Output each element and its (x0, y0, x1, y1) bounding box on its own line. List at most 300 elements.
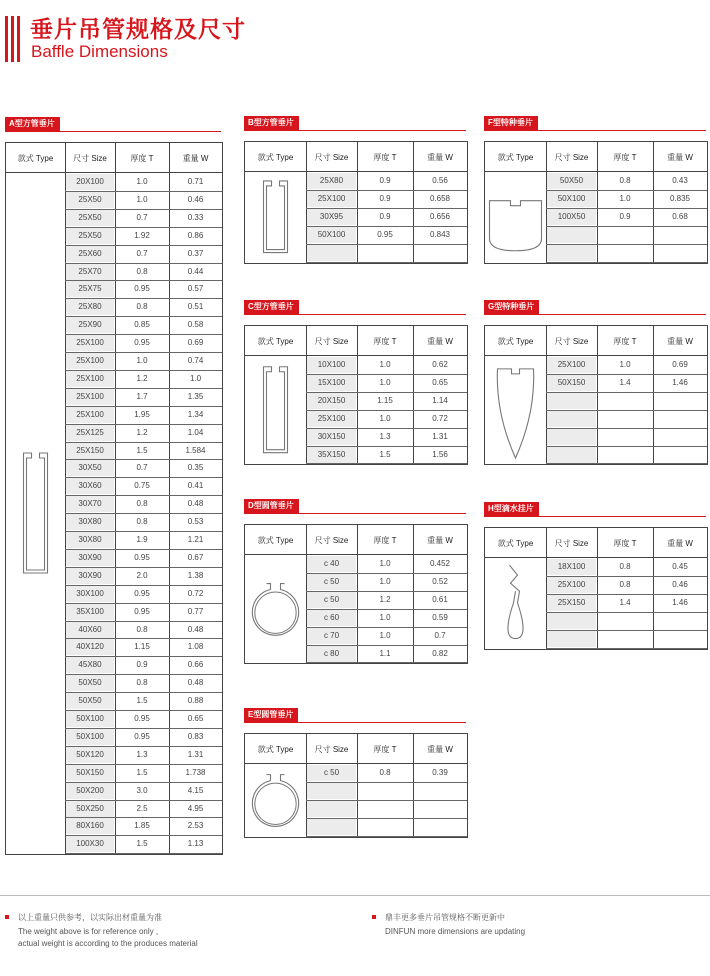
cell-weight: 1.46 (672, 597, 688, 607)
cell-thick (358, 819, 412, 835)
table-row (65, 550, 222, 566)
cell-size: 50X100 (66, 729, 114, 745)
col-header-weight: 重量 W (667, 336, 693, 346)
cell-size: 30X60 (66, 478, 114, 494)
col-header-size: 尺寸 Size (554, 538, 589, 548)
footer-note-cn: 以上重量只供参考，以实际出材重量为准 (18, 913, 162, 922)
cell-weight: 1.738 (185, 767, 206, 777)
cell-weight: 0.72 (187, 588, 204, 598)
cell-size: 25X150 (547, 595, 596, 611)
cell-thick: 1.3 (136, 749, 148, 759)
cell-weight: 0.65 (432, 377, 448, 387)
cell-weight: 0.41 (187, 481, 204, 491)
col-header-type: 款式 Type (497, 336, 534, 346)
cell-thick: 0.9 (619, 211, 631, 221)
cell-thick: 1.5 (136, 445, 148, 455)
cell-thick: 2.0 (136, 570, 148, 580)
cell-thick (598, 245, 652, 261)
table-row (65, 317, 222, 333)
footer-note-en-2: actual weight is according to the produces material (18, 939, 198, 948)
cell-thick: 0.7 (136, 248, 148, 258)
table-row (306, 574, 467, 590)
row-divider (546, 463, 707, 464)
cell-size: 25X50 (66, 210, 114, 226)
cell-thick: 1.5 (136, 696, 148, 706)
table-row (65, 818, 222, 834)
cell-weight: 0.53 (187, 517, 204, 527)
cell-thick (358, 245, 412, 261)
cell-size (547, 411, 596, 427)
section-label-a: A型方管垂片 (5, 117, 60, 131)
cell-weight: 2.53 (187, 821, 204, 831)
cell-thick: 1.0 (379, 576, 391, 586)
cell-size: 25X75 (66, 281, 114, 297)
col-header-size: 尺寸 Size (554, 336, 589, 346)
cell-thick (598, 429, 652, 445)
cell-size: 18X100 (547, 559, 596, 575)
cell-size (307, 783, 356, 799)
table-row (65, 210, 222, 226)
footer-update-en: DINFUN more dimensions are updating (385, 927, 526, 936)
cell-thick: 1.85 (134, 821, 150, 831)
cell-size: 10X100 (307, 357, 356, 373)
table-row (65, 639, 222, 655)
cell-weight: 0.65 (187, 714, 204, 723)
table-row (546, 245, 707, 261)
col-header-type: 款式 Type (497, 152, 534, 162)
cell-weight: 1.08 (187, 642, 204, 652)
cell-thick: 1.92 (134, 230, 150, 240)
table-row (306, 245, 467, 261)
cell-thick: 0.8 (136, 302, 148, 312)
table-header (485, 326, 707, 356)
cell-size: 50X250 (66, 801, 114, 817)
cell-size: 45X80 (66, 657, 114, 673)
table-row (546, 577, 707, 593)
cell-size (307, 245, 356, 261)
cell-weight: 0.56 (432, 176, 448, 185)
col-header-thick: 厚度 T (613, 336, 637, 346)
cell-size: 40X120 (66, 639, 114, 655)
cell-thick: 1.1 (379, 648, 391, 658)
table-row (65, 246, 222, 262)
section-header-d (244, 499, 466, 514)
table-header (245, 142, 467, 172)
table-row (306, 610, 467, 626)
cell-weight: 0.72 (432, 413, 448, 423)
cell-thick: 1.7 (136, 391, 148, 401)
cell-weight: 1.0 (189, 373, 202, 383)
section-label-f: F型特种垂片 (484, 116, 538, 130)
cell-weight: 1.56 (432, 449, 448, 459)
cell-thick: 0.95 (134, 338, 150, 348)
cell-size: 15X100 (307, 375, 356, 391)
table-row (306, 393, 467, 409)
cell-thick: 1.2 (379, 594, 391, 604)
cell-weight: 0.46 (187, 194, 204, 204)
cell-weight: 0.74 (187, 356, 204, 365)
cell-thick (598, 447, 652, 463)
cell-weight: 0.48 (187, 499, 204, 509)
cell-weight: 4.95 (187, 803, 204, 813)
col-header-size: 尺寸 Size (73, 153, 107, 163)
table-row (546, 393, 707, 409)
cell-size (547, 429, 596, 445)
table-row (65, 192, 222, 208)
g-profile-profile-icon (485, 356, 546, 463)
cell-thick: 1.0 (379, 559, 391, 568)
cell-weight: 0.835 (669, 193, 691, 203)
cell-weight: 1.31 (187, 749, 204, 759)
spec-table-a (5, 142, 223, 855)
row-divider (306, 836, 467, 837)
cell-size: c 50 (307, 765, 356, 781)
cell-weight: 0.71 (187, 177, 204, 186)
cell-thick: 0.75 (134, 481, 150, 491)
cell-size: 30X80 (66, 532, 114, 548)
cell-weight (654, 393, 706, 409)
section-header-c (244, 300, 466, 315)
cell-size: c 40 (307, 556, 356, 572)
table-row (546, 357, 707, 373)
cell-weight (654, 613, 706, 629)
table-row (546, 429, 707, 445)
cell-weight: 0.67 (187, 552, 204, 562)
cell-size: 25X80 (66, 299, 114, 315)
header-accent-bar-1 (5, 16, 8, 62)
table-row (65, 407, 222, 423)
cell-size (307, 819, 356, 835)
table-row (306, 191, 467, 207)
cell-weight: 1.584 (185, 445, 206, 455)
cell-size: c 80 (307, 646, 356, 662)
cell-weight: 0.44 (187, 266, 204, 276)
cell-weight: 0.62 (432, 360, 448, 369)
table-row (306, 429, 467, 445)
cell-thick: 1.0 (136, 356, 148, 365)
table-row (65, 514, 222, 530)
cell-weight: 1.46 (672, 377, 688, 387)
cell-thick: 0.95 (134, 606, 150, 616)
cell-thick: 0.95 (134, 552, 150, 562)
cell-thick: 0.9 (379, 193, 391, 203)
table-row (306, 592, 467, 608)
table-header (6, 143, 222, 173)
table-row (546, 631, 707, 647)
cell-thick: 0.95 (134, 731, 150, 741)
cell-weight: 0.68 (672, 211, 688, 221)
cell-thick: 1.15 (377, 395, 393, 405)
cell-thick: 1.0 (619, 360, 631, 369)
cell-thick (598, 411, 652, 427)
cell-weight: 1.35 (187, 391, 204, 401)
cell-thick (358, 801, 412, 817)
table-row (65, 675, 222, 691)
table-row (65, 765, 222, 781)
cell-thick: 1.9 (136, 535, 148, 544)
cell-size: 30X100 (66, 586, 114, 602)
table-row (306, 173, 467, 189)
cell-thick (598, 631, 652, 647)
footer-bullet-left (5, 915, 9, 919)
cell-size: 25X100 (547, 577, 596, 593)
cell-size: 25X100 (66, 335, 114, 351)
cell-size: 50X100 (66, 711, 114, 727)
table-row (306, 801, 467, 817)
cell-thick: 1.0 (379, 360, 391, 369)
cell-thick: 0.8 (619, 562, 631, 571)
table-row (546, 209, 707, 225)
cell-size: 25X100 (307, 411, 356, 427)
footer-update-cn: 鼎丰更多垂片吊管规格不断更新中 (385, 913, 505, 922)
spec-table-g (484, 325, 708, 465)
cell-weight: 0.43 (672, 176, 688, 185)
cell-thick: 3.0 (136, 785, 148, 795)
cell-size: 50X150 (547, 375, 596, 391)
cell-weight: 0.82 (432, 648, 448, 658)
cell-weight: 1.04 (187, 427, 204, 437)
section-label-b: B型方管垂片 (244, 116, 299, 130)
table-row (306, 375, 467, 391)
cell-size (547, 613, 596, 629)
cell-size (307, 801, 356, 817)
cell-weight: 0.83 (187, 731, 204, 741)
row-divider (546, 648, 707, 649)
cell-weight: 0.843 (429, 229, 451, 239)
table-row (306, 357, 467, 373)
table-row (546, 173, 707, 189)
cell-size: c 60 (307, 610, 356, 626)
cell-weight: 1.14 (432, 395, 448, 405)
table-row (306, 209, 467, 225)
cell-size: 100X50 (547, 209, 596, 225)
row-divider (65, 853, 222, 854)
spec-table-b (244, 141, 468, 264)
round-tube-profile-icon (245, 764, 306, 836)
table-header (245, 326, 467, 356)
table-row (65, 657, 222, 673)
table-header (485, 528, 707, 558)
cell-weight: 0.35 (187, 463, 204, 473)
cell-size (547, 631, 596, 647)
col-header-thick: 厚度 T (373, 152, 397, 162)
cell-weight (654, 447, 706, 463)
cell-size: 80X160 (66, 818, 114, 834)
cell-weight: 0.69 (187, 338, 204, 348)
cell-size: 25X100 (547, 357, 596, 373)
row-divider (546, 262, 707, 263)
cell-weight: 0.58 (187, 320, 204, 330)
table-row (65, 586, 222, 602)
cell-thick: 0.9 (379, 176, 391, 185)
page-subtitle: Baffle Dimensions (31, 42, 168, 61)
col-header-type: 款式 Type (257, 744, 294, 754)
cell-size: 25X100 (66, 371, 114, 387)
cell-thick: 1.5 (136, 839, 148, 849)
table-row (65, 747, 222, 763)
cell-size: 25X70 (66, 264, 114, 280)
cell-thick (598, 227, 652, 243)
cell-thick: 1.0 (379, 612, 391, 622)
col-header-size: 尺寸 Size (314, 744, 349, 754)
cell-thick: 1.2 (136, 427, 148, 437)
section-label-c: C型方管垂片 (244, 300, 299, 314)
table-row (65, 228, 222, 244)
section-label-d: D型圆管垂片 (244, 499, 299, 513)
col-header-weight: 重量 W (667, 152, 693, 162)
cell-weight: 1.21 (187, 535, 204, 544)
row-divider (306, 662, 467, 663)
cell-size (547, 393, 596, 409)
cell-size: c 70 (307, 628, 356, 644)
cell-size (547, 245, 596, 261)
table-row (546, 191, 707, 207)
cell-weight: 0.658 (429, 193, 451, 203)
table-row (306, 556, 467, 572)
col-header-weight: 重量 W (427, 336, 453, 346)
round-tube-profile-icon (245, 555, 306, 662)
cell-size: 25X100 (307, 191, 356, 207)
cell-weight: 0.33 (187, 212, 204, 222)
cell-size: c 50 (307, 574, 356, 590)
cell-size: 30X80 (66, 514, 114, 530)
cell-thick: 1.3 (379, 431, 391, 441)
cell-weight (414, 245, 466, 261)
header-accent-bar-2 (11, 16, 14, 62)
cell-thick: 1.5 (136, 767, 148, 777)
table-row (546, 447, 707, 463)
cell-thick: 1.4 (619, 597, 631, 607)
cell-weight: 0.66 (187, 660, 204, 670)
section-label-g: G型特种垂片 (484, 300, 539, 314)
cell-size: 35X150 (307, 447, 356, 463)
table-row (65, 264, 222, 280)
cell-size: 30X90 (66, 550, 114, 566)
cell-size: 25X50 (66, 192, 114, 208)
table-row (65, 299, 222, 315)
cell-thick: 0.8 (136, 517, 148, 527)
cell-weight: 0.86 (187, 230, 204, 240)
col-header-thick: 厚度 T (373, 336, 397, 346)
cell-weight: 0.59 (432, 612, 448, 622)
spec-table-d (244, 524, 468, 664)
cell-size: 25X150 (66, 443, 114, 459)
table-row (65, 604, 222, 620)
footer-note-en-1: The weight above is for reference only , (18, 927, 159, 936)
spec-table-h (484, 527, 708, 650)
cell-thick: 1.5 (379, 449, 391, 459)
cell-size: 25X100 (66, 389, 114, 405)
page-title: 垂片吊管规格及尺寸 (30, 16, 246, 42)
col-header-thick: 厚度 T (373, 744, 397, 754)
section-header-b (244, 116, 466, 131)
table-row (65, 174, 222, 190)
cell-size: 50X50 (547, 173, 596, 189)
cell-thick: 1.0 (379, 413, 391, 423)
drip-hanger-profile-icon (485, 558, 546, 648)
table-row (65, 353, 222, 369)
cell-thick: 0.7 (136, 463, 148, 473)
table-row (546, 375, 707, 391)
cell-weight: 0.61 (432, 594, 448, 604)
cell-thick (358, 783, 412, 799)
col-header-type: 款式 Type (497, 538, 534, 548)
cell-size: 50X100 (547, 191, 596, 207)
table-row (306, 765, 467, 781)
cell-size: 25X50 (66, 228, 114, 244)
cell-size: 25X60 (66, 246, 114, 262)
table-header (245, 525, 467, 555)
square-tube-profile-icon (6, 173, 65, 853)
cell-weight: 0.57 (187, 284, 204, 294)
cell-weight: 0.51 (187, 302, 204, 312)
cell-weight: 0.452 (429, 559, 451, 568)
cell-thick: 0.95 (134, 588, 150, 598)
cell-thick: 0.8 (619, 579, 631, 589)
cell-size (547, 447, 596, 463)
cell-weight (654, 411, 706, 427)
section-header-g (484, 300, 706, 315)
table-row (65, 622, 222, 638)
table-row (65, 460, 222, 476)
section-header-a (5, 117, 221, 132)
cell-weight: 4.15 (187, 785, 204, 795)
cell-weight: 0.69 (672, 360, 688, 369)
table-row (546, 227, 707, 243)
cell-weight (654, 631, 706, 647)
table-row (65, 371, 222, 387)
col-header-type: 款式 Type (17, 153, 54, 163)
col-header-weight: 重量 W (427, 535, 453, 545)
row-divider (306, 262, 467, 263)
table-row (306, 227, 467, 243)
cell-size: 50X100 (307, 227, 356, 243)
cell-size: c 50 (307, 592, 356, 608)
cell-thick: 1.0 (136, 194, 148, 204)
cell-thick: 1.0 (379, 377, 391, 387)
cell-weight (654, 245, 706, 261)
cell-weight (414, 801, 466, 817)
cell-thick: 0.7 (136, 212, 148, 222)
cell-weight: 1.13 (187, 839, 204, 849)
col-header-thick: 厚度 T (613, 538, 637, 548)
table-row (306, 628, 467, 644)
cell-weight: 0.46 (672, 579, 688, 589)
cell-thick: 1.0 (619, 193, 631, 203)
cell-size: 25X100 (66, 353, 114, 369)
cell-weight (654, 227, 706, 243)
cell-thick: 1.15 (134, 642, 150, 652)
cell-thick: 0.95 (134, 714, 150, 723)
table-row (65, 711, 222, 727)
cell-thick: 1.4 (619, 377, 631, 387)
cell-weight (654, 429, 706, 445)
col-header-weight: 重量 W (667, 538, 693, 548)
cell-size: 25X125 (66, 425, 114, 441)
cell-thick: 0.8 (136, 624, 148, 634)
table-row (65, 443, 222, 459)
row-divider (306, 463, 467, 464)
col-header-thick: 厚度 T (130, 153, 154, 163)
col-header-size: 尺寸 Size (314, 152, 349, 162)
table-row (306, 646, 467, 662)
spec-table-e (244, 733, 468, 838)
cell-size: 50X50 (66, 693, 114, 709)
cell-size: 50X50 (66, 675, 114, 691)
cell-weight: 0.88 (187, 696, 204, 706)
section-label-h: H型滴水挂片 (484, 502, 539, 516)
cell-size: 35X100 (66, 604, 114, 620)
